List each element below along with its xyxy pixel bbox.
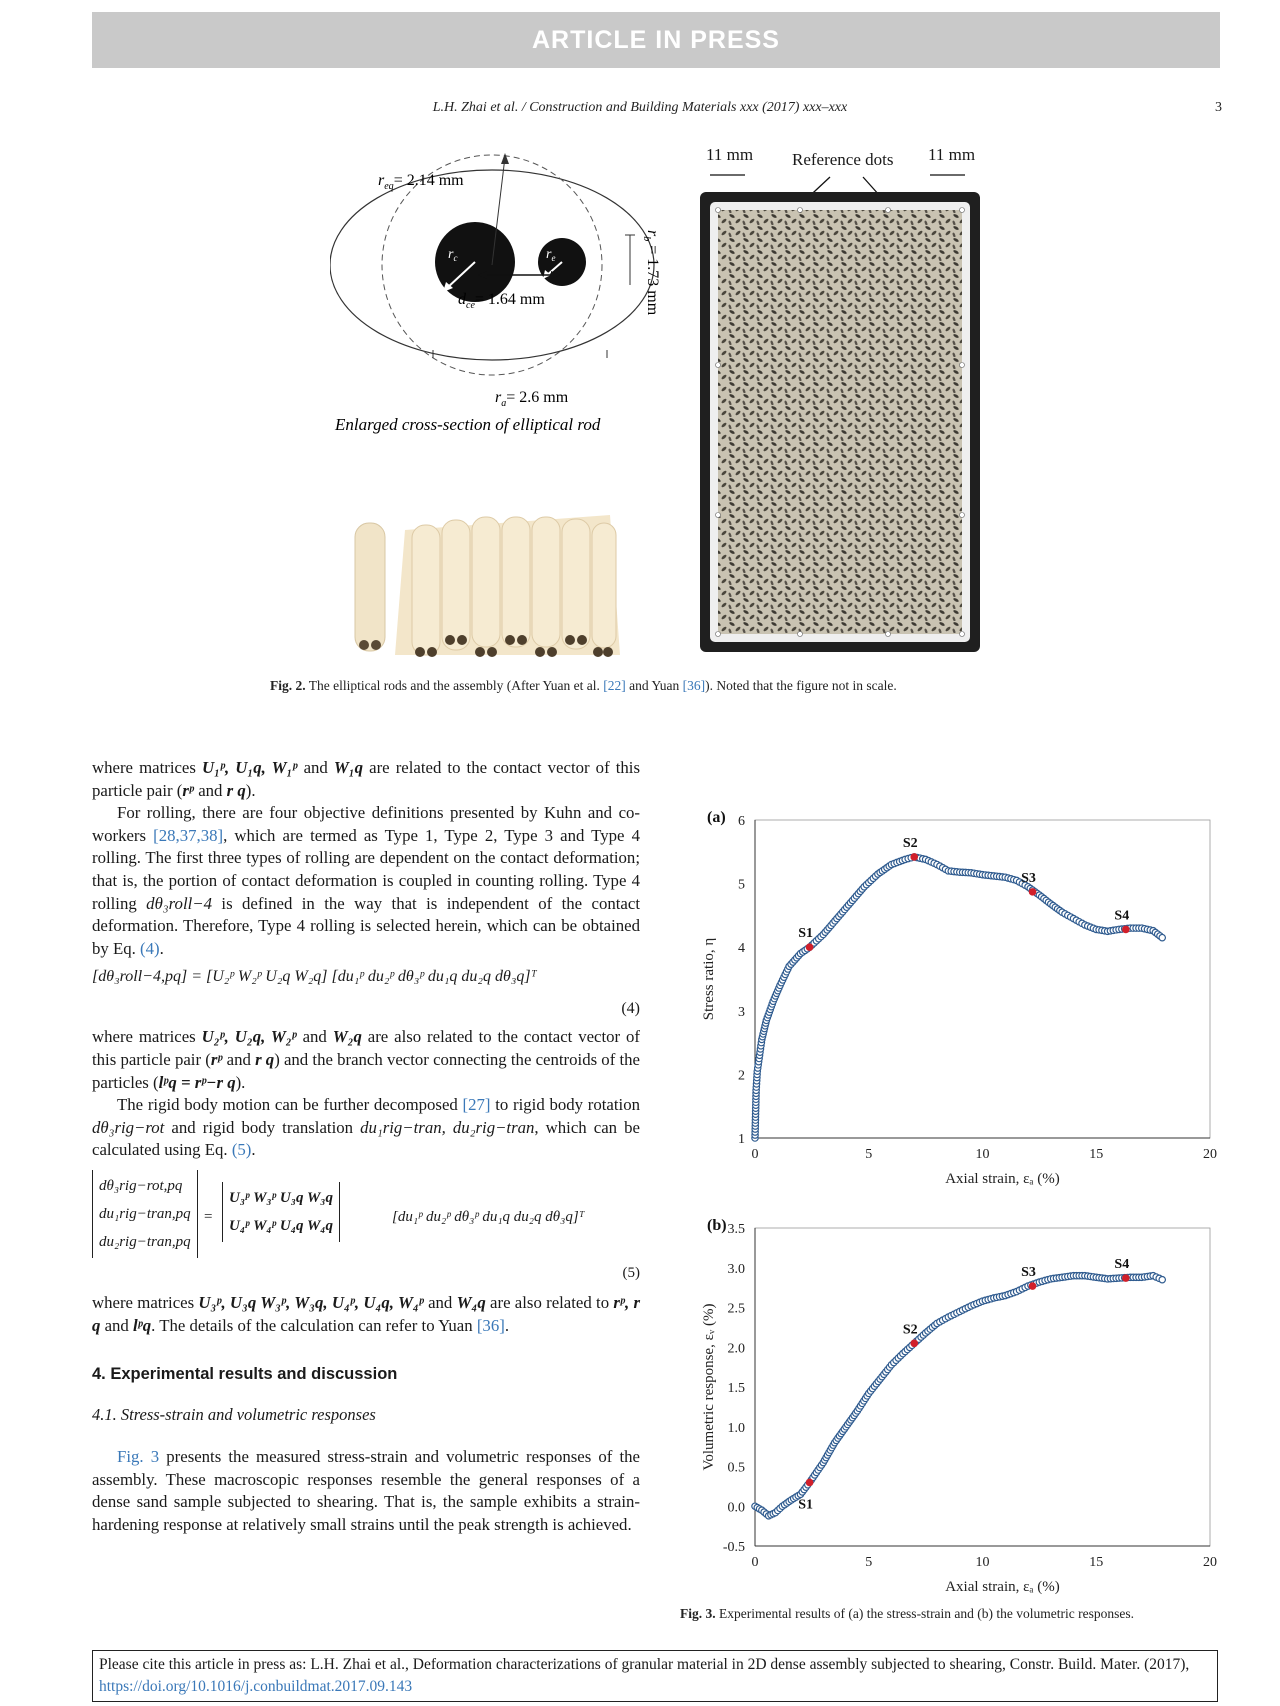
state-marker: [806, 1479, 814, 1487]
stress-strain-chart: [680, 800, 1220, 1200]
state-marker-label: S1: [798, 926, 813, 942]
y-tick-label: 2.5: [727, 1301, 745, 1317]
state-marker: [1029, 888, 1037, 896]
page-number: 3: [1215, 100, 1222, 115]
ra-label: $r_a= 2.6$ mm: [495, 389, 569, 409]
state-marker-label: S3: [1021, 1265, 1036, 1281]
eq-5-link[interactable]: (5): [231, 1140, 252, 1160]
y-tick-label: 5: [738, 877, 745, 893]
plot-frame: [755, 820, 1210, 1138]
elliptical-rod-cross-section-diagram: [330, 140, 700, 450]
state-marker-label: S4: [1114, 908, 1130, 924]
data-point: [1159, 934, 1165, 940]
y-tick-label: 3: [738, 1004, 745, 1020]
running-head: L.H. Zhai et al. / Construction and Building Materials xxx (2017) xxx–xxx: [432, 100, 848, 115]
y-tick-label: 1.5: [727, 1381, 745, 1396]
ref-36-link[interactable]: [36]: [682, 678, 706, 693]
y-tick-label: 3.0: [727, 1261, 745, 1277]
y-tick-label: 6: [738, 814, 745, 829]
body-text-column: [92, 757, 640, 1537]
assembly-grains: [718, 210, 962, 634]
ref-27-link[interactable]: [27]: [462, 1095, 491, 1115]
state-marker-label: S3: [1021, 870, 1036, 886]
eq5-matrix-row-1: U₃ᵖ W₃ᵖ U₃q W₃q: [229, 1189, 334, 1206]
x-tick-label: 15: [1089, 1147, 1104, 1162]
data-point: [1159, 1276, 1165, 1282]
rod-bundle: [395, 515, 620, 657]
paragraph-5: where matrices U₃ᵖ, U₃q W₃ᵖ, W₃q, U₄ᵖ, U₄q, W₄ᵖ and W₄q are also related to rᵖ, r q and lᵖq. The details of the calculation can refer to Yuan [36].: [92, 1292, 640, 1335]
x-tick-label: 10: [975, 1147, 990, 1162]
x-axis-label: Axial strain, εₐ (%): [945, 1579, 1060, 1595]
panel-label: (b): [707, 1217, 727, 1234]
req-label: $r_{eq}= 2.14$ mm: [378, 172, 464, 192]
state-marker-label: S4: [1114, 1257, 1130, 1273]
granular-assembly-photo: [700, 165, 990, 655]
y-tick-label: 0.5: [727, 1460, 745, 1476]
cross-section-subcaption: Enlarged cross-section of elliptical rod: [335, 415, 601, 434]
eq5-matrix-row-2: U₄ᵖ W₄ᵖ U₄q W₄q: [229, 1217, 334, 1234]
rb-label: $r_b = 1.73$ mm: [641, 230, 661, 316]
panel-label: (a): [707, 809, 726, 826]
y-tick-label: -0.5: [722, 1540, 745, 1555]
x-tick-label: 15: [1089, 1555, 1104, 1570]
equation-5: [92, 1170, 640, 1288]
ref-36-link-body[interactable]: [36]: [476, 1315, 505, 1335]
x-tick-label: 5: [865, 1147, 873, 1162]
fig2-caption: Fig. 2. The elliptical rods and the assembly (After Yuan et al. [22] and Yuan [36]). Noted that the figure not in scale.: [270, 678, 897, 693]
equation-5-lhs: [92, 1170, 198, 1258]
equation-5-number: (5): [622, 1264, 640, 1281]
volumetric-response-chart: [680, 1210, 1220, 1600]
elliptical-rods-photo: [350, 505, 630, 665]
eq5-lhs-row-1: dθ₃rig−rot,pq: [99, 1177, 183, 1194]
req-arrowhead: [501, 153, 509, 164]
y-tick-label: 0.0: [727, 1500, 745, 1516]
eq5-equals: =: [204, 1208, 213, 1225]
paragraph-4: The rigid body motion can be further decomposed [27] to rigid body rotation dθ₃rig−rot and rigid body translation du₁rig−tran, du₂rig−tran, which can be calculated using Eq. (5).: [92, 1095, 640, 1160]
x-tick-label: 0: [751, 1555, 759, 1570]
paragraph-6: Fig. 3 presents the measured stress-strain and volumetric responses of the assembly. These macroscopic responses resemble the general responses of a dense sand sample subjected to shearing. That is, the sample exhibits a strain-hardening response at relatively small strains until the peak strength is achieved.: [92, 1447, 640, 1535]
rc-label: $r_c$: [448, 247, 458, 263]
eq5-vector: [du₁ᵖ du₂ᵖ dθ₃ᵖ du₁q du₂q dθ₃q]ᵀ: [392, 1208, 585, 1225]
subsection-heading: 4.1. Stress-strain and volumetric responses: [92, 1404, 376, 1424]
state-marker: [1122, 926, 1130, 934]
single-rod: [355, 523, 385, 651]
eq-4-link[interactable]: (4): [140, 938, 160, 958]
doi-link[interactable]: https://doi.org/10.1016/j.conbuildmat.2017.09.143: [99, 1678, 413, 1695]
ref-28-37-38-link[interactable]: [28,37,38]: [153, 825, 224, 845]
dim-right-label: 11 mm: [928, 145, 976, 164]
y-tick-label: 4: [738, 941, 745, 957]
y-axis-label: Volumetric response, εᵥ (%): [701, 1303, 717, 1471]
y-tick-label: 1: [738, 1132, 745, 1147]
paragraph-3: where matrices U₂ᵖ, U₂q, W₂ᵖ and W₂q are also related to the contact vector of this particle pair (rᵖ and r q) and the branch vector connecting the centroids of the particles (lᵖq = rᵖ−r q).: [92, 1027, 641, 1092]
paragraph-2: For rolling, there are four objective definitions presented by Kuhn and co-workers [28,37,38], which are termed as Type 1, Type 2, Type 3 and Type 4 rolling. The first three types of rolling are dependent on the contact deformation; that is, the portion of contact deformation is coupled in counting rolling. Type 4 rolling dθ₃roll−4 is defined in the way that is independent of the contact deformation. Therefore, Type 4 rolling is selected herein, which can be obtained by Eq. (4).: [92, 803, 640, 958]
ref-22-link[interactable]: [22]: [603, 678, 626, 693]
section-heading: 4. Experimental results and discussion: [92, 1365, 398, 1384]
citation-text: Please cite this article in press as: L.H. Zhai et al., Deformation characterizations of granular material in 2D dense assembly subjected to shearing, Constr. Build. Mater. (2017),: [99, 1656, 1190, 1673]
x-tick-label: 10: [975, 1555, 990, 1570]
eq5-lhs-row-3: du₂rig−tran,pq: [99, 1233, 191, 1250]
fig-3-link[interactable]: Fig. 3: [117, 1447, 160, 1467]
fig3-caption: Fig. 3. Experimental results of (a) the stress-strain and (b) the volumetric responses.: [680, 1606, 1134, 1621]
reference-dots-label: Reference dots: [792, 150, 894, 169]
y-axis-label: Stress ratio, η: [701, 937, 717, 1021]
x-tick-label: 0: [751, 1147, 759, 1162]
y-tick-label: 3.5: [727, 1222, 745, 1237]
article-in-press-banner: ARTICLE IN PRESS: [92, 12, 1220, 68]
x-axis-label: Axial strain, εₐ (%): [945, 1171, 1060, 1187]
state-marker: [1029, 1282, 1037, 1290]
x-tick-label: 5: [865, 1555, 873, 1570]
equation-4-number: (4): [621, 1000, 640, 1018]
state-marker: [910, 1339, 918, 1347]
y-tick-label: 2.0: [727, 1341, 745, 1357]
equation-4: [92, 966, 640, 1022]
y-tick-label: 2: [738, 1068, 745, 1084]
eq5-lhs-row-2: du₁rig−tran,pq: [99, 1205, 191, 1222]
state-marker-label: S2: [902, 835, 918, 851]
equation-5-matrix: [222, 1182, 340, 1242]
dce-label: $d_{ce}= 1.64$ mm: [458, 291, 545, 311]
state-marker: [806, 943, 814, 951]
y-tick-label: 1.0: [727, 1420, 745, 1436]
dim-left-label: 11 mm: [706, 145, 754, 164]
paragraph-1: where matrices U₁ᵖ, U₁q, W₁ᵖ and W₁q are related to the contact vector of this particle pair (rᵖ and r q).: [92, 758, 640, 800]
state-marker: [1122, 1274, 1130, 1282]
re-label: $r_e$: [546, 247, 556, 263]
x-tick-label: 20: [1203, 1555, 1217, 1570]
state-marker: [910, 853, 918, 861]
state-marker-label: S1: [798, 1497, 813, 1513]
x-tick-label: 20: [1203, 1147, 1217, 1162]
citation-box: [92, 1650, 1218, 1702]
equation-4-body: [dθ₃roll−4,pq] = [U₂ᵖ W₂ᵖ U₂q W₂q] [du₁ᵖ du₂ᵖ dθ₃ᵖ du₁q du₂q dθ₃q]ᵀ: [92, 968, 537, 986]
state-marker-label: S2: [902, 1322, 918, 1338]
